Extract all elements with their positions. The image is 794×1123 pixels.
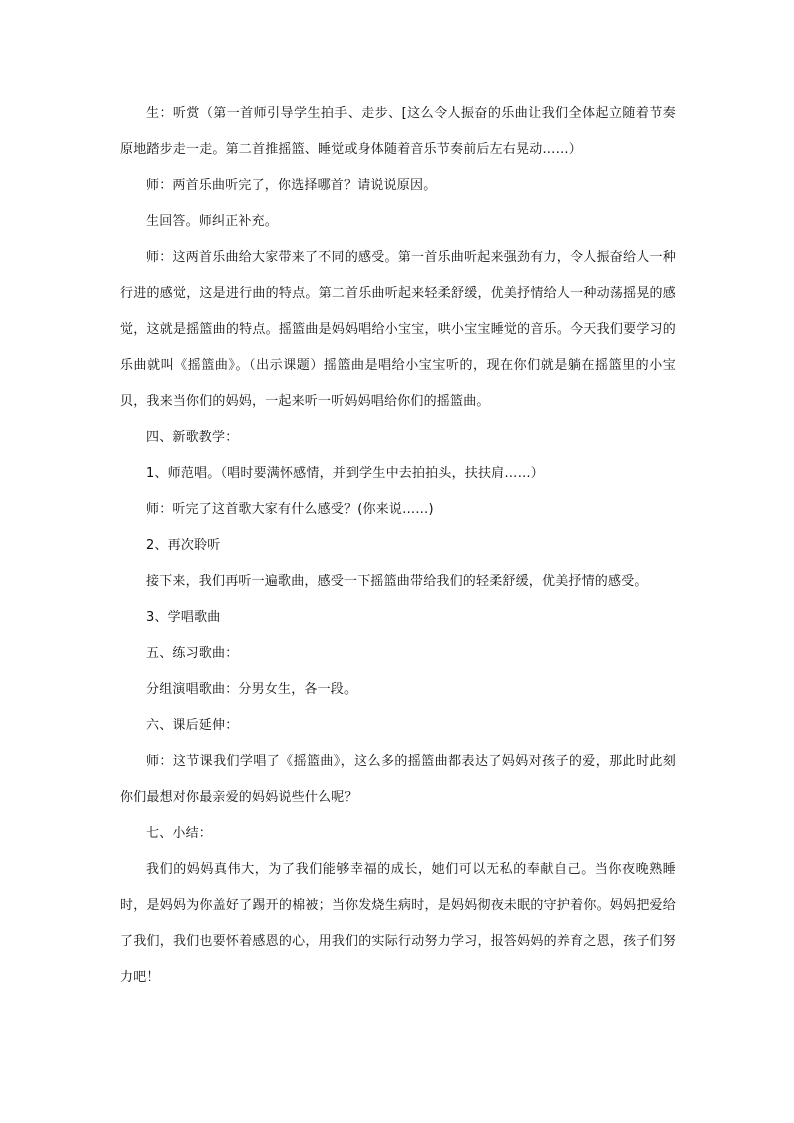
paragraph-learn-song: 3、学唱歌曲 [146, 610, 221, 625]
paragraph-summary: 我们的妈妈真伟大，为了我们能够幸福的成长，她们可以无私的奉献自己。当你夜晚熟睡时，是妈妈为你盖好了踢开的棉被；当你发烧生病时，是妈妈彻夜未眠的守护着你。妈妈把爱给了我们，我们也要怀着感恩的心，用我们的实际行动努力学习，报答妈妈的养育之恩，孩子们努力吧！ [120, 862, 676, 985]
paragraph-listen-again-detail: 接下来，我们再听一遍歌曲，感受一下摇篮曲带给我们的轻柔舒缓，优美抒情的感受。 [146, 574, 648, 589]
section-heading-practice: 五、练习歌曲： [146, 646, 239, 661]
section-heading-new-song: 四、新歌教学： [146, 430, 239, 445]
section-heading-summary: 七、小结： [146, 826, 213, 841]
paragraph-student-answer: 生回答。师纠正补充。 [146, 214, 279, 229]
paragraph-teacher-question: 师：两首乐曲听完了，你选择哪首？请说说原因。 [146, 178, 437, 193]
paragraph-listen-again: 2、再次聆听 [146, 538, 221, 553]
paragraph-group-singing: 分组演唱歌曲：分男女生，各一段。 [146, 682, 358, 697]
paragraph-teacher-demo: 1、师范唱。（唱时要满怀感情，并到学生中去拍拍头，扶扶肩……） [146, 466, 544, 481]
paragraph-teacher-explanation: 师：这两首乐曲给大家带来了不同的感受。第一首乐曲听起来强劲有力，令人振奋给人一种行进的感觉，这是进行曲的特点。第二首乐曲听起来轻柔舒缓，优美抒情给人一种动荡摇晃的感觉，这就是摇篮曲的特点。摇篮曲是妈妈唱给小宝宝，哄小宝宝睡觉的音乐。今天我们要学习的乐曲就叫《摇篮曲》。（出示课题）摇篮曲是唱给小宝宝听的，现在你们就是躺在摇篮里的小宝贝，我来当你们的妈妈，一起来听一听妈妈唱给你们的摇篮曲。 [120, 250, 676, 409]
paragraph-extension-question: 师：这节课我们学唱了《摇篮曲》，这么多的摇篮曲都表达了妈妈对孩子的爱，那此时此刻你们最想对你最亲爱的妈妈说些什么呢？ [120, 754, 676, 805]
section-heading-extension: 六、课后延伸： [146, 718, 239, 733]
paragraph-feeling-question: 师：听完了这首歌大家有什么感受？(你来说……) [146, 502, 434, 517]
document-body [120, 96, 676, 996]
paragraph-listening-activity: 生：听赏（第一首师引导学生拍手、走步、[这么令人振奋的乐曲让我们全体起立随着节奏原地踏步走一走。第二首推摇篮、睡觉或身体随着音乐节奏前后左右晃动……） [120, 106, 676, 157]
